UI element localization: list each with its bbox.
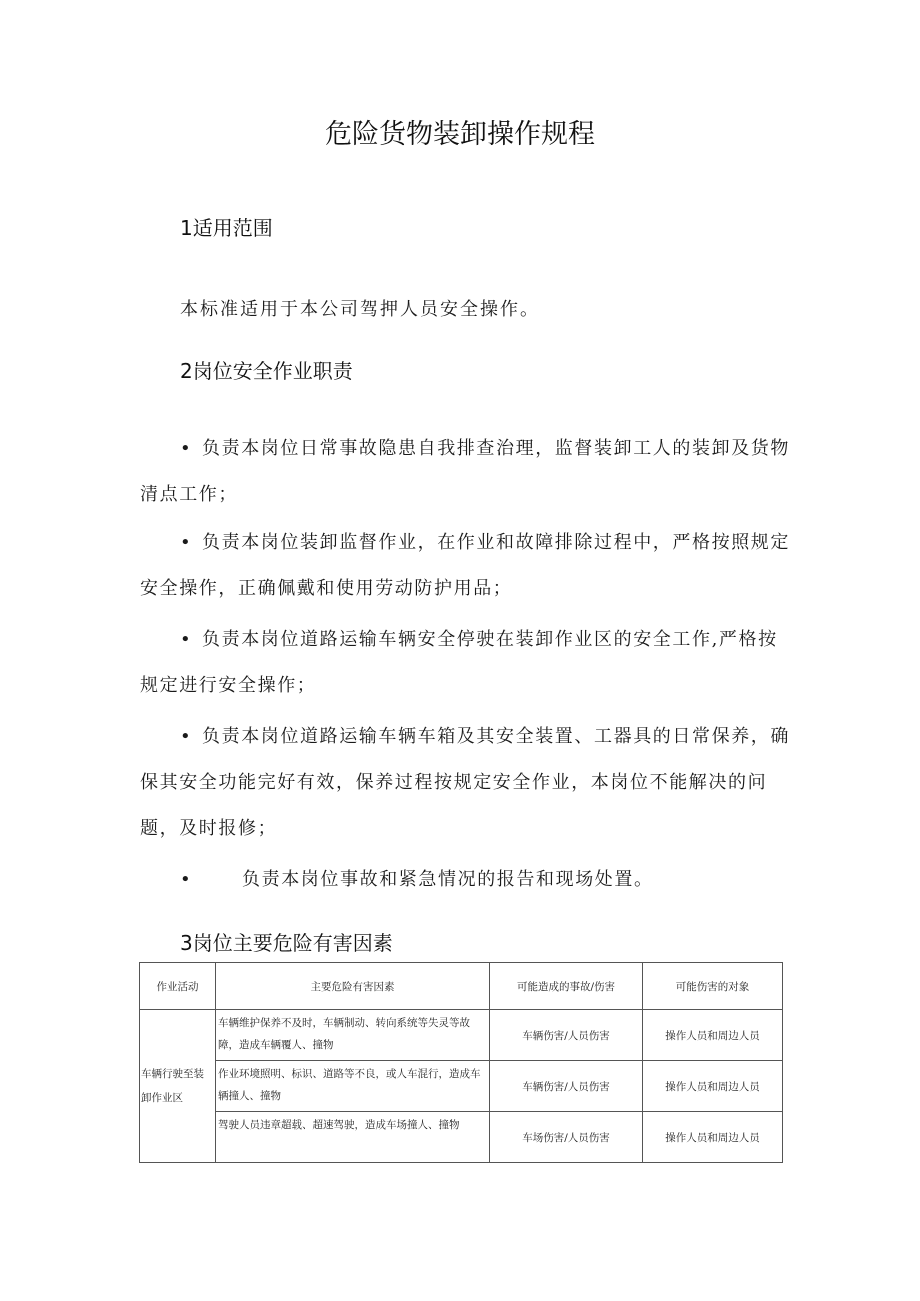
target-cell: 操作人员和周边人员 [643,1112,783,1163]
header-activity: 作业活动 [140,963,216,1010]
header-target: 可能伤害的对象 [643,963,783,1010]
bullet-text: 负责本岗位事故和紧急情况的报告和现场处置。 [242,869,654,890]
bullet-dot: • [180,629,193,650]
bullet-item [140,857,790,903]
section-3-heading: 3岗位主要危险有害因素 [180,931,393,955]
table-header-row [140,963,783,1010]
bullet-dot: • [180,438,193,459]
activity-cell: 车辆行驶至装卸作业区 [140,1010,216,1163]
section-1-heading: 1适用范围 [180,216,273,240]
bullet-dot: • [180,869,193,890]
page-title: 危险货物装卸操作规程 [325,119,595,150]
bullet-dot: • [180,726,193,747]
section-2-heading: 2岗位安全作业职责 [180,359,353,383]
section-1-paragraph: 本标准适用于本公司驾押人员安全操作。 [180,299,540,320]
header-factor: 主要危险有害因素 [216,963,490,1010]
bullet-item [140,426,790,518]
factor-cell: 驾驶人员违章超载、超速驾驶，造成车场撞人、撞物 [216,1112,490,1163]
bullet-text: 负责本岗位道路运输车辆安全停驶在装卸作业区的安全工作,严格按规定进行安全操作； [140,629,778,696]
target-cell: 操作人员和周边人员 [643,1010,783,1061]
header-accident: 可能造成的事故/伤害 [490,963,643,1010]
table-row [140,1112,783,1163]
factor-cell: 车辆维护保养不及时，车辆制动、转向系统等失灵等故障，造成车辆覆人、撞物 [216,1010,490,1061]
bullet-text: 负责本岗位装卸监督作业，在作业和故障排除过程中，严格按照规定安全操作，正确佩戴和使用劳动防护用品； [140,532,790,599]
factor-cell: 作业环境照明、标识、道路等不良，或人车混行，造成车辆撞人、撞物 [216,1061,490,1112]
accident-cell: 车辆伤害/人员伤害 [490,1061,643,1112]
target-cell: 操作人员和周边人员 [643,1061,783,1112]
bullet-item [140,714,790,852]
table-row [140,1010,783,1061]
bullet-text: 负责本岗位日常事故隐患自我排查治理，监督装卸工人的装卸及货物清点工作； [140,438,790,505]
bullet-item [140,520,790,612]
accident-cell: 车场伤害/人员伤害 [490,1112,643,1163]
table-row [140,1061,783,1112]
bullet-text: 负责本岗位道路运输车辆车箱及其安全装置、工器具的日常保养，确保其安全功能完好有效，保养过程按规定安全作业，本岗位不能解决的问题，及时报修； [140,726,790,839]
bullet-dot: • [180,532,193,553]
bullet-item [140,617,790,709]
hazard-table [139,962,783,1163]
accident-cell: 车辆伤害/人员伤害 [490,1010,643,1061]
